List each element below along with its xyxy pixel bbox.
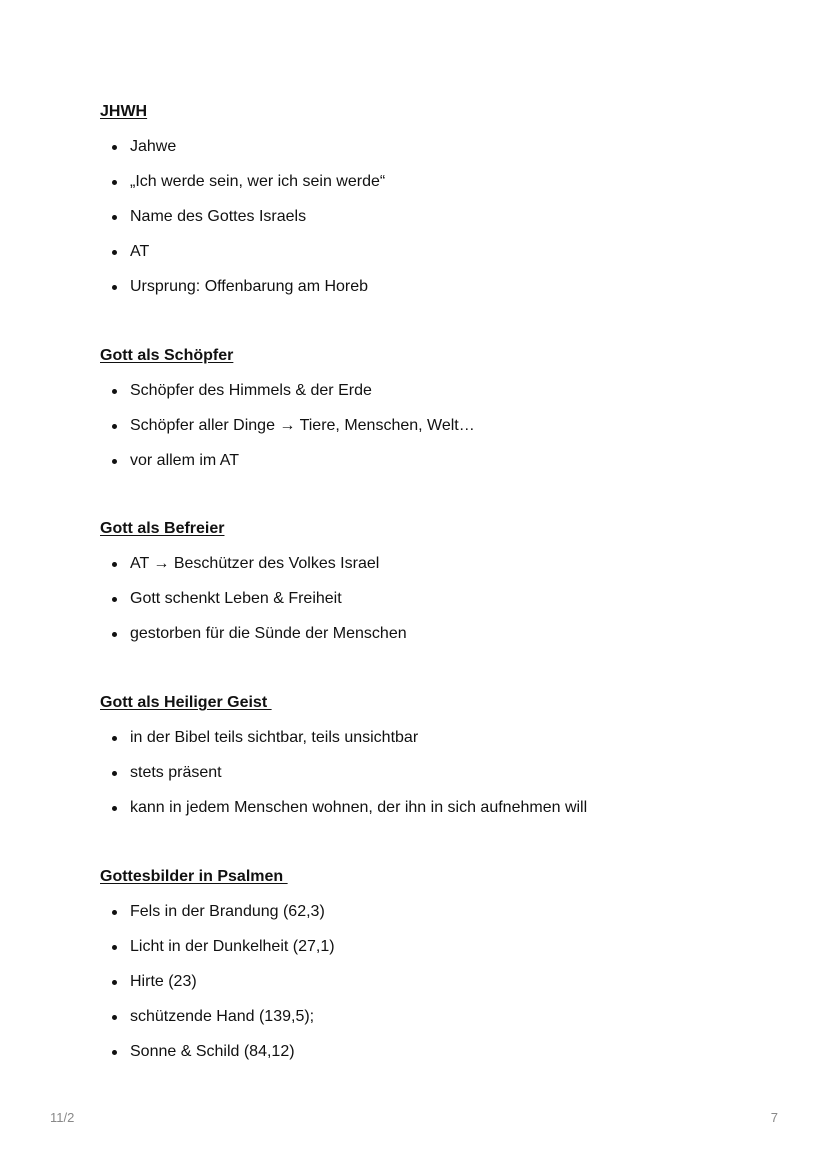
bullet-list (100, 137, 780, 297)
bullet-list (100, 728, 780, 818)
footer-left-label: 11/2 (50, 1110, 75, 1125)
list-item: schützende Hand (139,5); (100, 1007, 780, 1027)
list-item: Name des Gottes Israels (100, 207, 780, 227)
list-item: Ursprung: Offenbarung am Horeb (100, 277, 780, 297)
list-item: Licht in der Dunkelheit (27,1) (100, 937, 780, 957)
bullet-list (100, 381, 780, 471)
section-jhwh (100, 102, 780, 297)
page-number: 7 (770, 1110, 778, 1125)
section-heading: Gott als Befreier (100, 520, 225, 537)
section-heading: Gott als Schöpfer (100, 347, 234, 364)
list-item: in der Bibel teils sichtbar, teils unsichtbar (100, 728, 780, 748)
list-item: kann in jedem Menschen wohnen, der ihn in sich aufnehmen will (100, 798, 780, 818)
list-item: Schöpfer aller Dinge → Tiere, Menschen, Welt… (100, 416, 780, 436)
section-heiliger-geist (100, 693, 780, 818)
list-item: AT → Beschützer des Volkes Israel (100, 554, 780, 574)
list-item: „Ich werde sein, wer ich sein werde“ (100, 172, 780, 192)
list-item: gestorben für die Sünde der Menschen (100, 624, 780, 644)
section-psalmen (100, 867, 780, 1062)
list-item: Fels in der Brandung (62,3) (100, 902, 780, 922)
list-item: Hirte (23) (100, 972, 780, 992)
bullet-list (100, 554, 780, 644)
list-item: AT (100, 242, 780, 262)
list-item: Sonne & Schild (84,12) (100, 1042, 780, 1062)
section-heading: JHWH (100, 103, 148, 120)
list-item: Schöpfer des Himmels & der Erde (100, 381, 780, 401)
list-item: vor allem im AT (100, 451, 780, 471)
section-heading: Gottesbilder in Psalmen (100, 868, 288, 885)
section-schoepfer (100, 346, 780, 471)
list-item: stets präsent (100, 763, 780, 783)
section-befreier (100, 519, 780, 644)
list-item: Jahwe (100, 137, 780, 157)
list-item: Gott schenkt Leben & Freiheit (100, 589, 780, 609)
section-heading: Gott als Heiliger Geist (100, 694, 272, 711)
bullet-list (100, 902, 780, 1062)
